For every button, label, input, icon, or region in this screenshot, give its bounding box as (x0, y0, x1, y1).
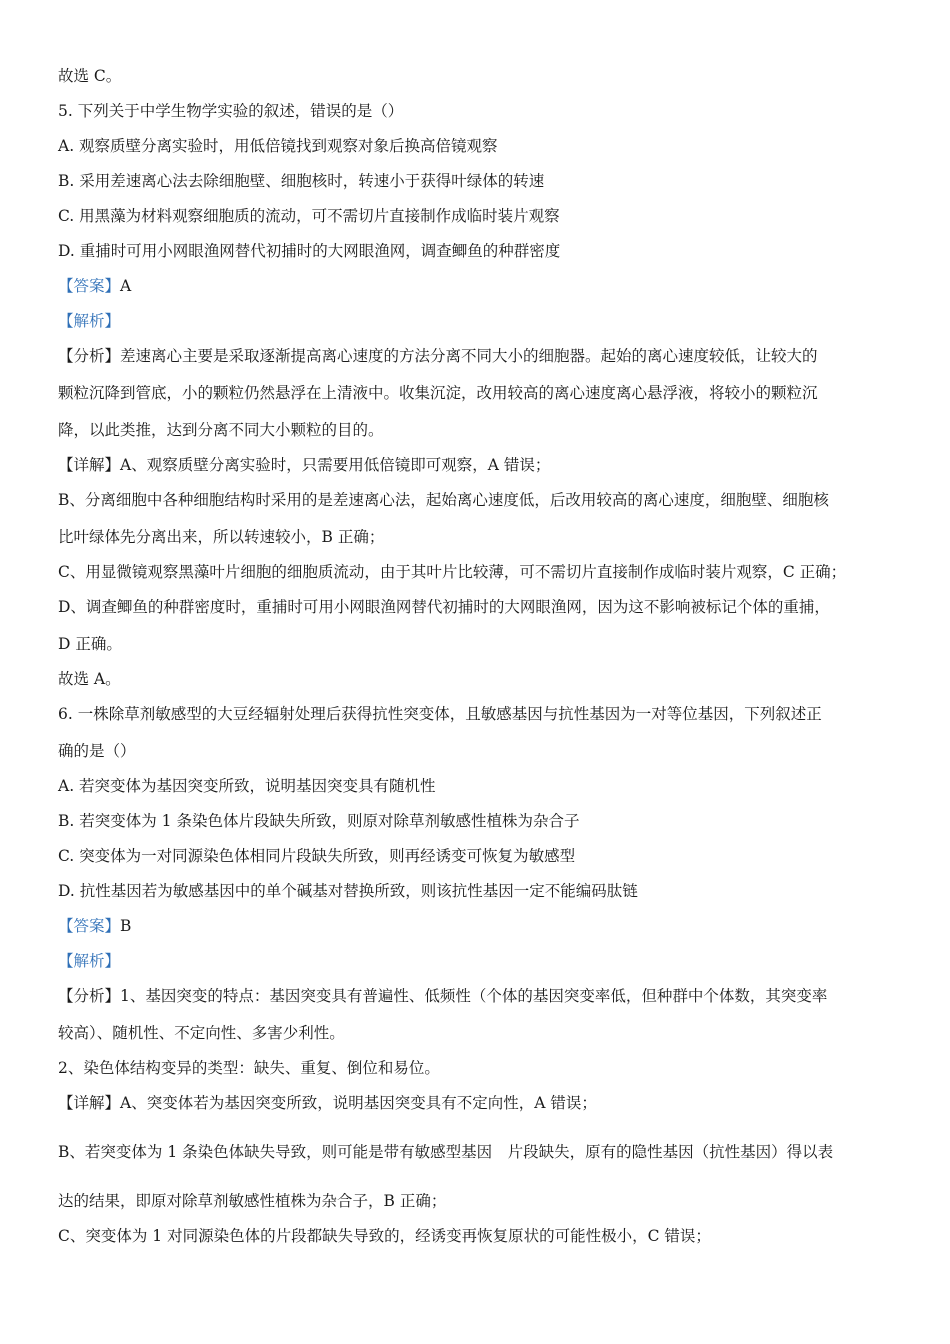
question-6-option-d: D. 抗性基因若为敏感基因中的单个碱基对替换所致，则该抗性基因一定不能编码肽链 (58, 882, 638, 900)
question-6-option-c: C. 突变体为一对同源染色体相同片段缺失所致，则再经诱变可恢复为敏感型 (58, 847, 576, 865)
analysis-text: 1、基因突变的特点：基因突变具有普遍性、低频性（个体的基因突变率低，但种群中个体数，其突变率 (120, 987, 828, 1005)
detail-tag: 【详解】 (58, 1094, 121, 1112)
answer-value: A (120, 277, 132, 295)
analysis-text: 差速离心主要是采取逐渐提高离心速度的方法分离不同大小的细胞器。起始的离心速度较低，让较大的 (120, 347, 818, 365)
question-5-analysis-line-3: 降，以此类推，达到分离不同大小颗粒的目的。 (58, 421, 384, 439)
question-6-option-b: B. 若突变体为 1 条染色体片段缺失所致，则原对除草剂敏感性植株为杂合子 (58, 812, 580, 830)
question-5-analysis-header (58, 311, 120, 331)
question-5-option-b: B. 采用差速离心法去除细胞壁、细胞核时，转速小于获得叶绿体的转速 (58, 172, 545, 190)
question-6-stem-line-1: 6. 一株除草剂敏感型的大豆经辐射处理后获得抗性突变体，且敏感基因与抗性基因为一对等位基因，下列叙述正 (58, 705, 822, 723)
question-5-detail-line-5: D、调查鲫鱼的种群密度时，重捕时可用小网眼渔网替代初捕时的大网眼渔网，因为这不影响被标记个体的重捕， (58, 598, 830, 616)
question-6-analysis-line-1 (58, 986, 827, 1006)
question-6-detail-line-3: 达的结果，即原对除草剂敏感性植株为杂合子，B 正确； (58, 1192, 447, 1210)
answer-tag: 【答案】 (58, 917, 121, 935)
question-5-stem: 5. 下列关于中学生物学实验的叙述，错误的是（） (58, 102, 404, 120)
question-6-detail-line-2: B、若突变体为 1 条染色体缺失导致，则可能是带有敏感型基因 片段缺失，原有的隐性基因（抗性基因）得以表 (58, 1143, 834, 1161)
question-6-answer (58, 916, 131, 936)
analysis-tag: 【分析】 (58, 987, 121, 1005)
question-6-analysis-line-3: 2、染色体结构变异的类型：缺失、重复、倒位和易位。 (58, 1059, 440, 1077)
question-5-option-a: A. 观察质壁分离实验时，用低倍镜找到观察对象后换高倍镜观察 (58, 137, 498, 155)
question-5-detail-line-3: 比叶绿体先分离出来，所以转速较小，B 正确； (58, 528, 385, 546)
text-line: 故选 C。 (58, 67, 122, 85)
question-6-detail-line-1 (58, 1093, 597, 1113)
detail-tag: 【详解】 (58, 456, 121, 474)
question-5-answer (58, 276, 131, 296)
question-5-detail-line-6: D 正确。 (58, 635, 122, 653)
question-6-detail-line-4: C、突变体为 1 对同源染色体的片段都缺失导致的，经诱变再恢复原状的可能性极小，C 错误； (58, 1227, 711, 1245)
question-5-detail-line-2: B、分离细胞中各种细胞结构时采用的是差速离心法，起始离心速度低，后改用较高的离心速度，细胞壁、细胞核 (58, 491, 829, 509)
detail-text: A、突变体若为基因突变所致，说明基因突变具有不定向性，A 错误； (120, 1094, 597, 1112)
analysis-header-tag: 【解析】 (58, 312, 121, 330)
question-6-option-a: A. 若突变体为基因突变所致，说明基因突变具有随机性 (58, 777, 436, 795)
question-6-analysis-line-2: 较高）、随机性、不定向性、多害少利性。 (58, 1024, 345, 1042)
question-5-analysis-line-2: 颗粒沉降到管底，小的颗粒仍然悬浮在上清液中。收集沉淀，改用较高的离心速度离心悬浮液，将较小的颗粒沉 (58, 384, 818, 402)
question-6-analysis-header (58, 951, 120, 971)
answer-tag: 【答案】 (58, 277, 121, 295)
question-5-option-c: C. 用黑藻为材料观察细胞质的流动，可不需切片直接制作成临时装片观察 (58, 207, 560, 225)
detail-text: A、观察质壁分离实验时，只需要用低倍镜即可观察，A 错误； (120, 456, 551, 474)
question-6-stem-line-2: 确的是（） (58, 742, 136, 760)
answer-value: B (120, 917, 132, 935)
analysis-tag: 【分析】 (58, 347, 121, 365)
question-5-option-d: D. 重捕时可用小网眼渔网替代初捕时的大网眼渔网，调查鲫鱼的种群密度 (58, 242, 561, 260)
question-5-analysis-line-1 (58, 346, 818, 366)
question-5-detail-line-4: C、用显微镜观察黑藻叶片细胞的细胞质流动，由于其叶片比较薄，可不需切片直接制作成临时装片观察，C 正确； (58, 563, 847, 581)
question-5-detail-line-1 (58, 455, 550, 475)
question-5-conclusion: 故选 A。 (58, 670, 121, 688)
analysis-header-tag: 【解析】 (58, 952, 121, 970)
